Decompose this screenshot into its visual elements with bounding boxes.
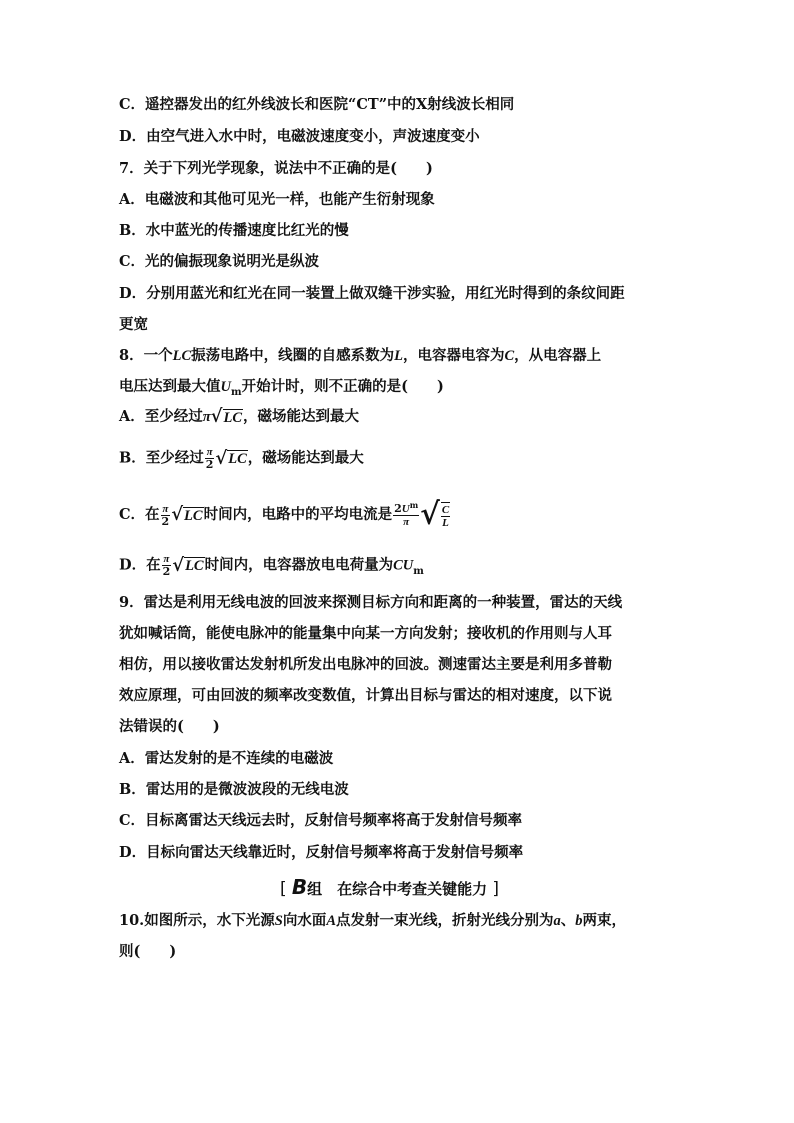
q6-option-d: D．由空气进入水中时，电磁波速度变小，声波速度变小	[119, 128, 480, 145]
q9-option-b: B．雷达用的是微波波段的无线电波	[119, 781, 349, 798]
q7-option-a: A．电磁波和其他可见光一样，也能产生衍射现象	[119, 191, 435, 208]
q8-stem-line2: 电压达到最大值$U_m$开始计时，则不正确的是( )	[119, 378, 444, 398]
q8-option-c: C．在 $\frac{\pi}{2}$ √LC时间内，电路中的平均电流是 $\frac{2U^m}{\pi}$ √ $\frac{C}{L}$	[119, 497, 450, 532]
q9-option-d: D．目标向雷达天线靠近时，反射信号频率将高于发射信号频率	[119, 844, 524, 861]
q6-option-c: C．遥控器发出的红外线波长和医院“CT”中的X射线波长相同	[119, 96, 515, 113]
q7-option-c: C．光的偏振现象说明光是纵波	[119, 253, 320, 270]
section-b-heading: [ B组 在综合中考查关键能力 ]	[280, 875, 500, 899]
q9-stem-line1: 9．雷达是利用无线电波的回波来探测目标方向和距离的一种装置，雷达的天线	[119, 594, 623, 611]
fraction-pi-over-2: $\frac{\pi}{2}$	[205, 446, 214, 471]
sqrt-c-over-l: √ $\frac{C}{L}$	[420, 497, 450, 532]
q9-stem-line4: 效应原理，可由回波的频率改变数值，计算出目标与雷达的相对速度，以下说	[119, 687, 612, 704]
fraction-2u-over-pi: $\frac{2U^m}{\pi}$	[394, 499, 419, 528]
q7-option-d-line1: D．分别用蓝光和红光在同一装置上做双缝干涉实验，用红光时得到的条纹间距	[119, 285, 625, 302]
q8-option-b: B．至少经过 $\frac{\pi}{2}$ √LC，磁场能达到最大	[119, 446, 364, 471]
q7-stem: 7．关于下列光学现象，说法中不正确的是( )	[119, 160, 433, 177]
q9-stem-line2: 犹如喊话筒，能使电脉冲的能量集中向某一方向发射；接收机的作用则与人耳	[119, 625, 612, 642]
q8-option-a: A．至少经过π√LC，磁场能达到最大	[119, 406, 360, 427]
q10-stem-line1: 10.如图所示，水下光源S向水面A点发射一束光线，折射光线分别为a、b两束，	[119, 912, 626, 929]
q10-stem-line2: 则( )	[119, 943, 177, 960]
q8-option-d: D．在 $\frac{\pi}{2}$ √LC时间内，电容器放电电荷量为$CU_m$	[119, 553, 424, 578]
q8-stem-line1: 8．一个LC振荡电路中，线圈的自感系数为L，电容器电容为C，从电容器上	[119, 347, 602, 364]
q9-option-a: A．雷达发射的是不连续的电磁波	[119, 750, 334, 767]
q9-stem-line5: 法错误的( )	[119, 718, 220, 735]
q9-stem-line3: 相仿，用以接收雷达发射机所发出电脉冲的回波。测速雷达主要是利用多普勒	[119, 656, 612, 673]
q9-option-c: C．目标离雷达天线远去时，反射信号频率将高于发射信号频率	[119, 812, 523, 829]
q7-option-d-line2: 更宽	[119, 316, 148, 333]
sqrt-lc-a: √LC	[210, 406, 243, 427]
q7-option-b: B．水中蓝光的传播速度比红光的慢	[119, 222, 349, 239]
